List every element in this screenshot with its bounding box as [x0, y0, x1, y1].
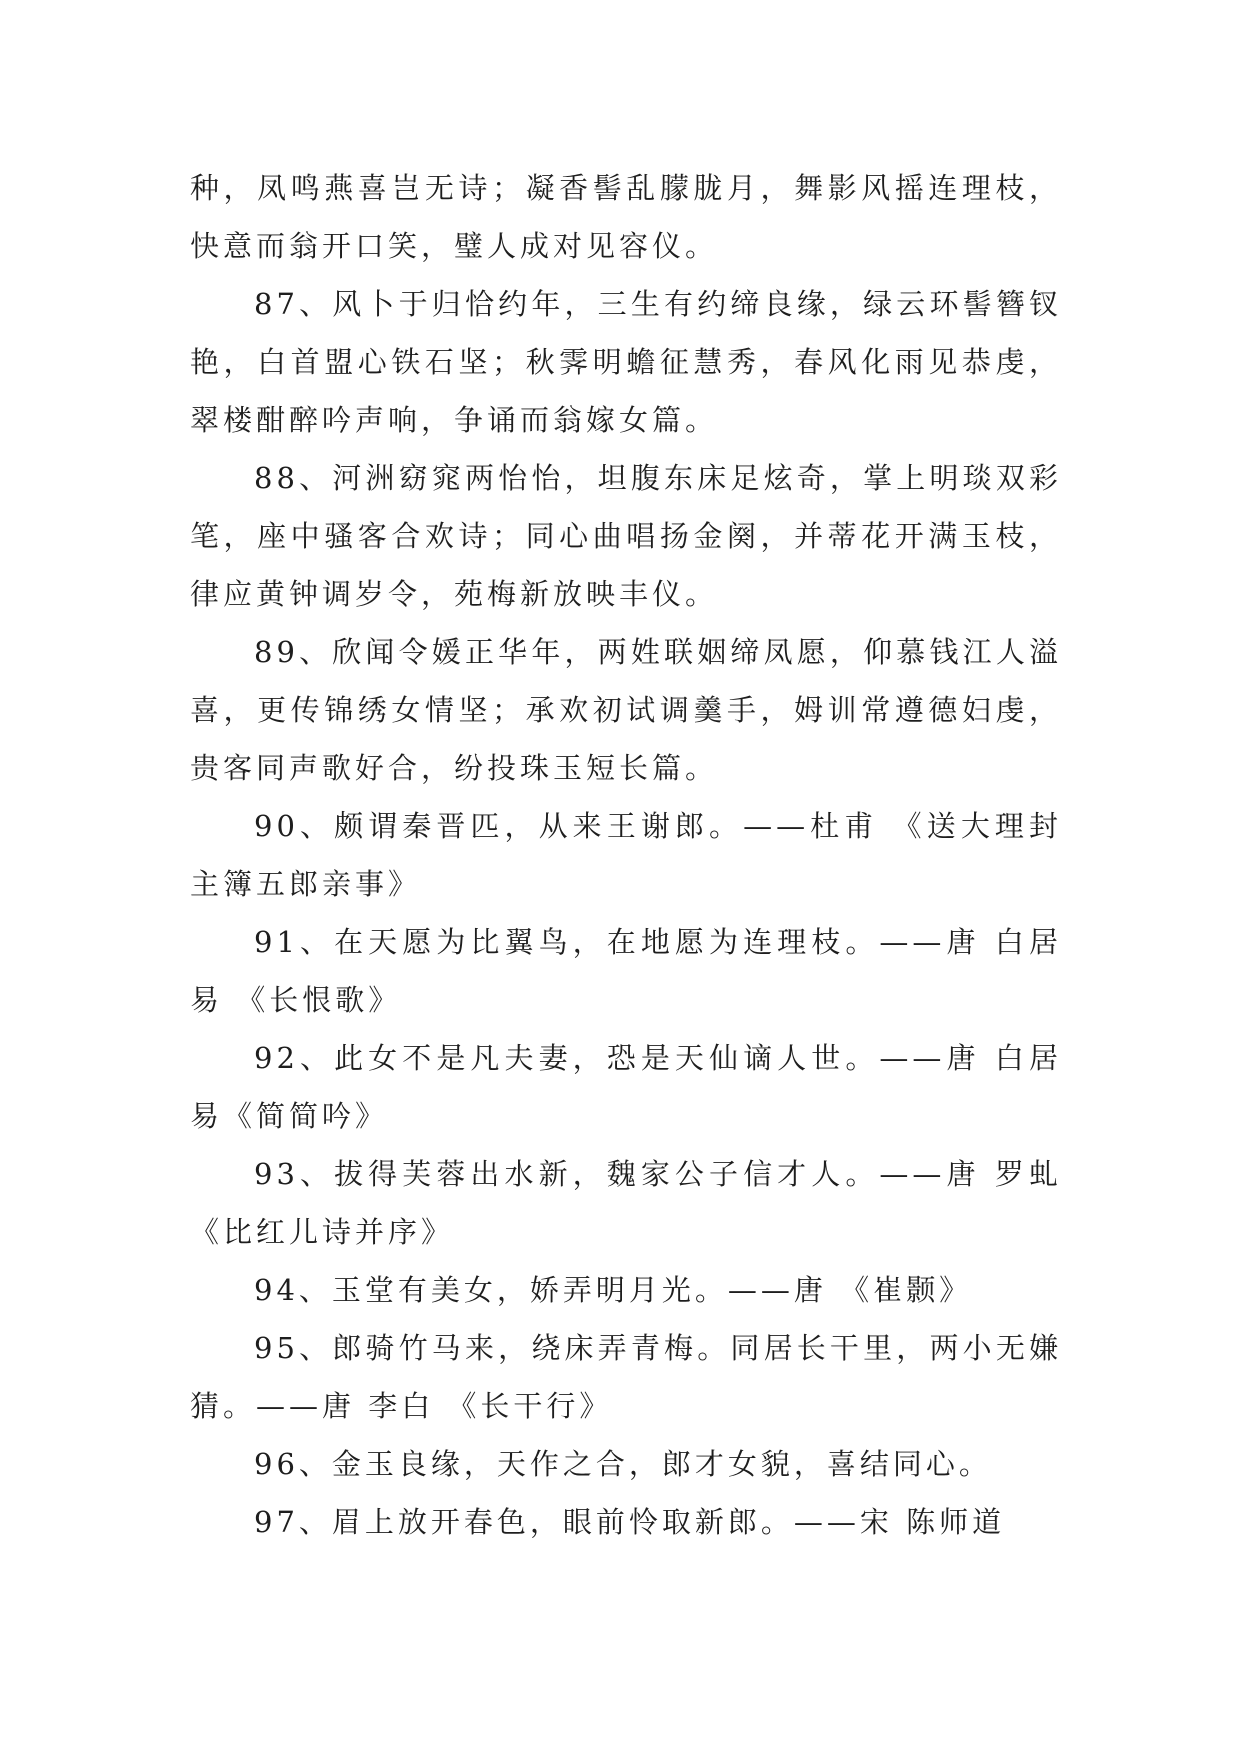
text-line: 喜，更传锦绣女情坚；承欢初试调羹手，姆训常遵德妇虔，: [190, 693, 1062, 727]
text-line: 易《简简吟》: [190, 1099, 389, 1133]
text-line: 96、金玉良缘，天作之合，郎才女貌，喜结同心。: [254, 1447, 992, 1481]
text-line: 91、在天愿为比翼鸟，在地愿为连理枝。——唐 白居: [254, 925, 1062, 959]
text-line: 97、眉上放开春色，眼前怜取新郎。——宋 陈师道: [254, 1505, 1006, 1539]
text-line: 95、郎骑竹马来，绕床弄青梅。同居长干里，两小无嫌: [254, 1331, 1062, 1365]
text-line: 《比红儿诗并序》: [190, 1215, 455, 1249]
text-line: 93、拔得芙蓉出水新，魏家公子信才人。——唐 罗虬: [254, 1157, 1062, 1191]
text-line: 88、河洲窈窕两怡怡，坦腹东床足炫奇，掌上明琰双彩: [254, 461, 1062, 495]
numbered-paragraph: [190, 1493, 1062, 1551]
text-line: 猜。——唐 李白 《长干行》: [190, 1389, 613, 1423]
numbered-paragraph: [190, 1435, 1062, 1493]
text-line: 89、欣闻令媛正华年，两姓联姻缔凤愿，仰慕钱江人溢: [254, 635, 1062, 669]
text-line: 94、玉堂有美女，娇弄明月光。——唐 《崔颢》: [254, 1273, 973, 1307]
numbered-paragraph: [190, 1145, 1062, 1261]
numbered-paragraph: [190, 275, 1062, 449]
text-line: 律应黄钟调岁令，苑梅新放映丰仪。: [190, 577, 719, 611]
text-line: 快意而翁开口笑，璧人成对见容仪。: [190, 229, 719, 263]
numbered-paragraph: [190, 1261, 1062, 1319]
continued-paragraph: [190, 159, 1062, 275]
numbered-paragraph: [190, 1029, 1062, 1145]
numbered-paragraph: [190, 797, 1062, 913]
numbered-paragraph: [190, 449, 1062, 623]
text-line: 92、此女不是凡夫妻，恐是天仙谪人世。——唐 白居: [254, 1041, 1062, 1075]
text-line: 87、风卜于归恰约年，三生有约缔良缘，绿云环髻簪钗: [254, 287, 1062, 321]
text-line: 艳，白首盟心铁石坚；秋霁明蟾征慧秀，春风化雨见恭虔，: [190, 345, 1062, 379]
text-line: 贵客同声歌好合，纷投珠玉短长篇。: [190, 751, 719, 785]
text-line: 主簿五郎亲事》: [190, 867, 422, 901]
numbered-paragraph: [190, 1319, 1062, 1435]
text-line: 易 《长恨歌》: [190, 983, 402, 1017]
text-line: 笔，座中骚客合欢诗；同心曲唱扬金阕，并蒂花开满玉枝，: [190, 519, 1062, 553]
text-line: 翠楼酣醉吟声响，争诵而翁嫁女篇。: [190, 403, 719, 437]
document-body: [190, 159, 1062, 1551]
numbered-paragraph: [190, 913, 1062, 1029]
numbered-paragraph: [190, 623, 1062, 797]
text-line: 种，凤鸣燕喜岂无诗；凝香髻乱朦胧月，舞影风摇连理枝，: [190, 171, 1062, 205]
text-line: 90、颇谓秦晋匹，从来王谢郎。——杜甫 《送大理封: [254, 809, 1062, 843]
